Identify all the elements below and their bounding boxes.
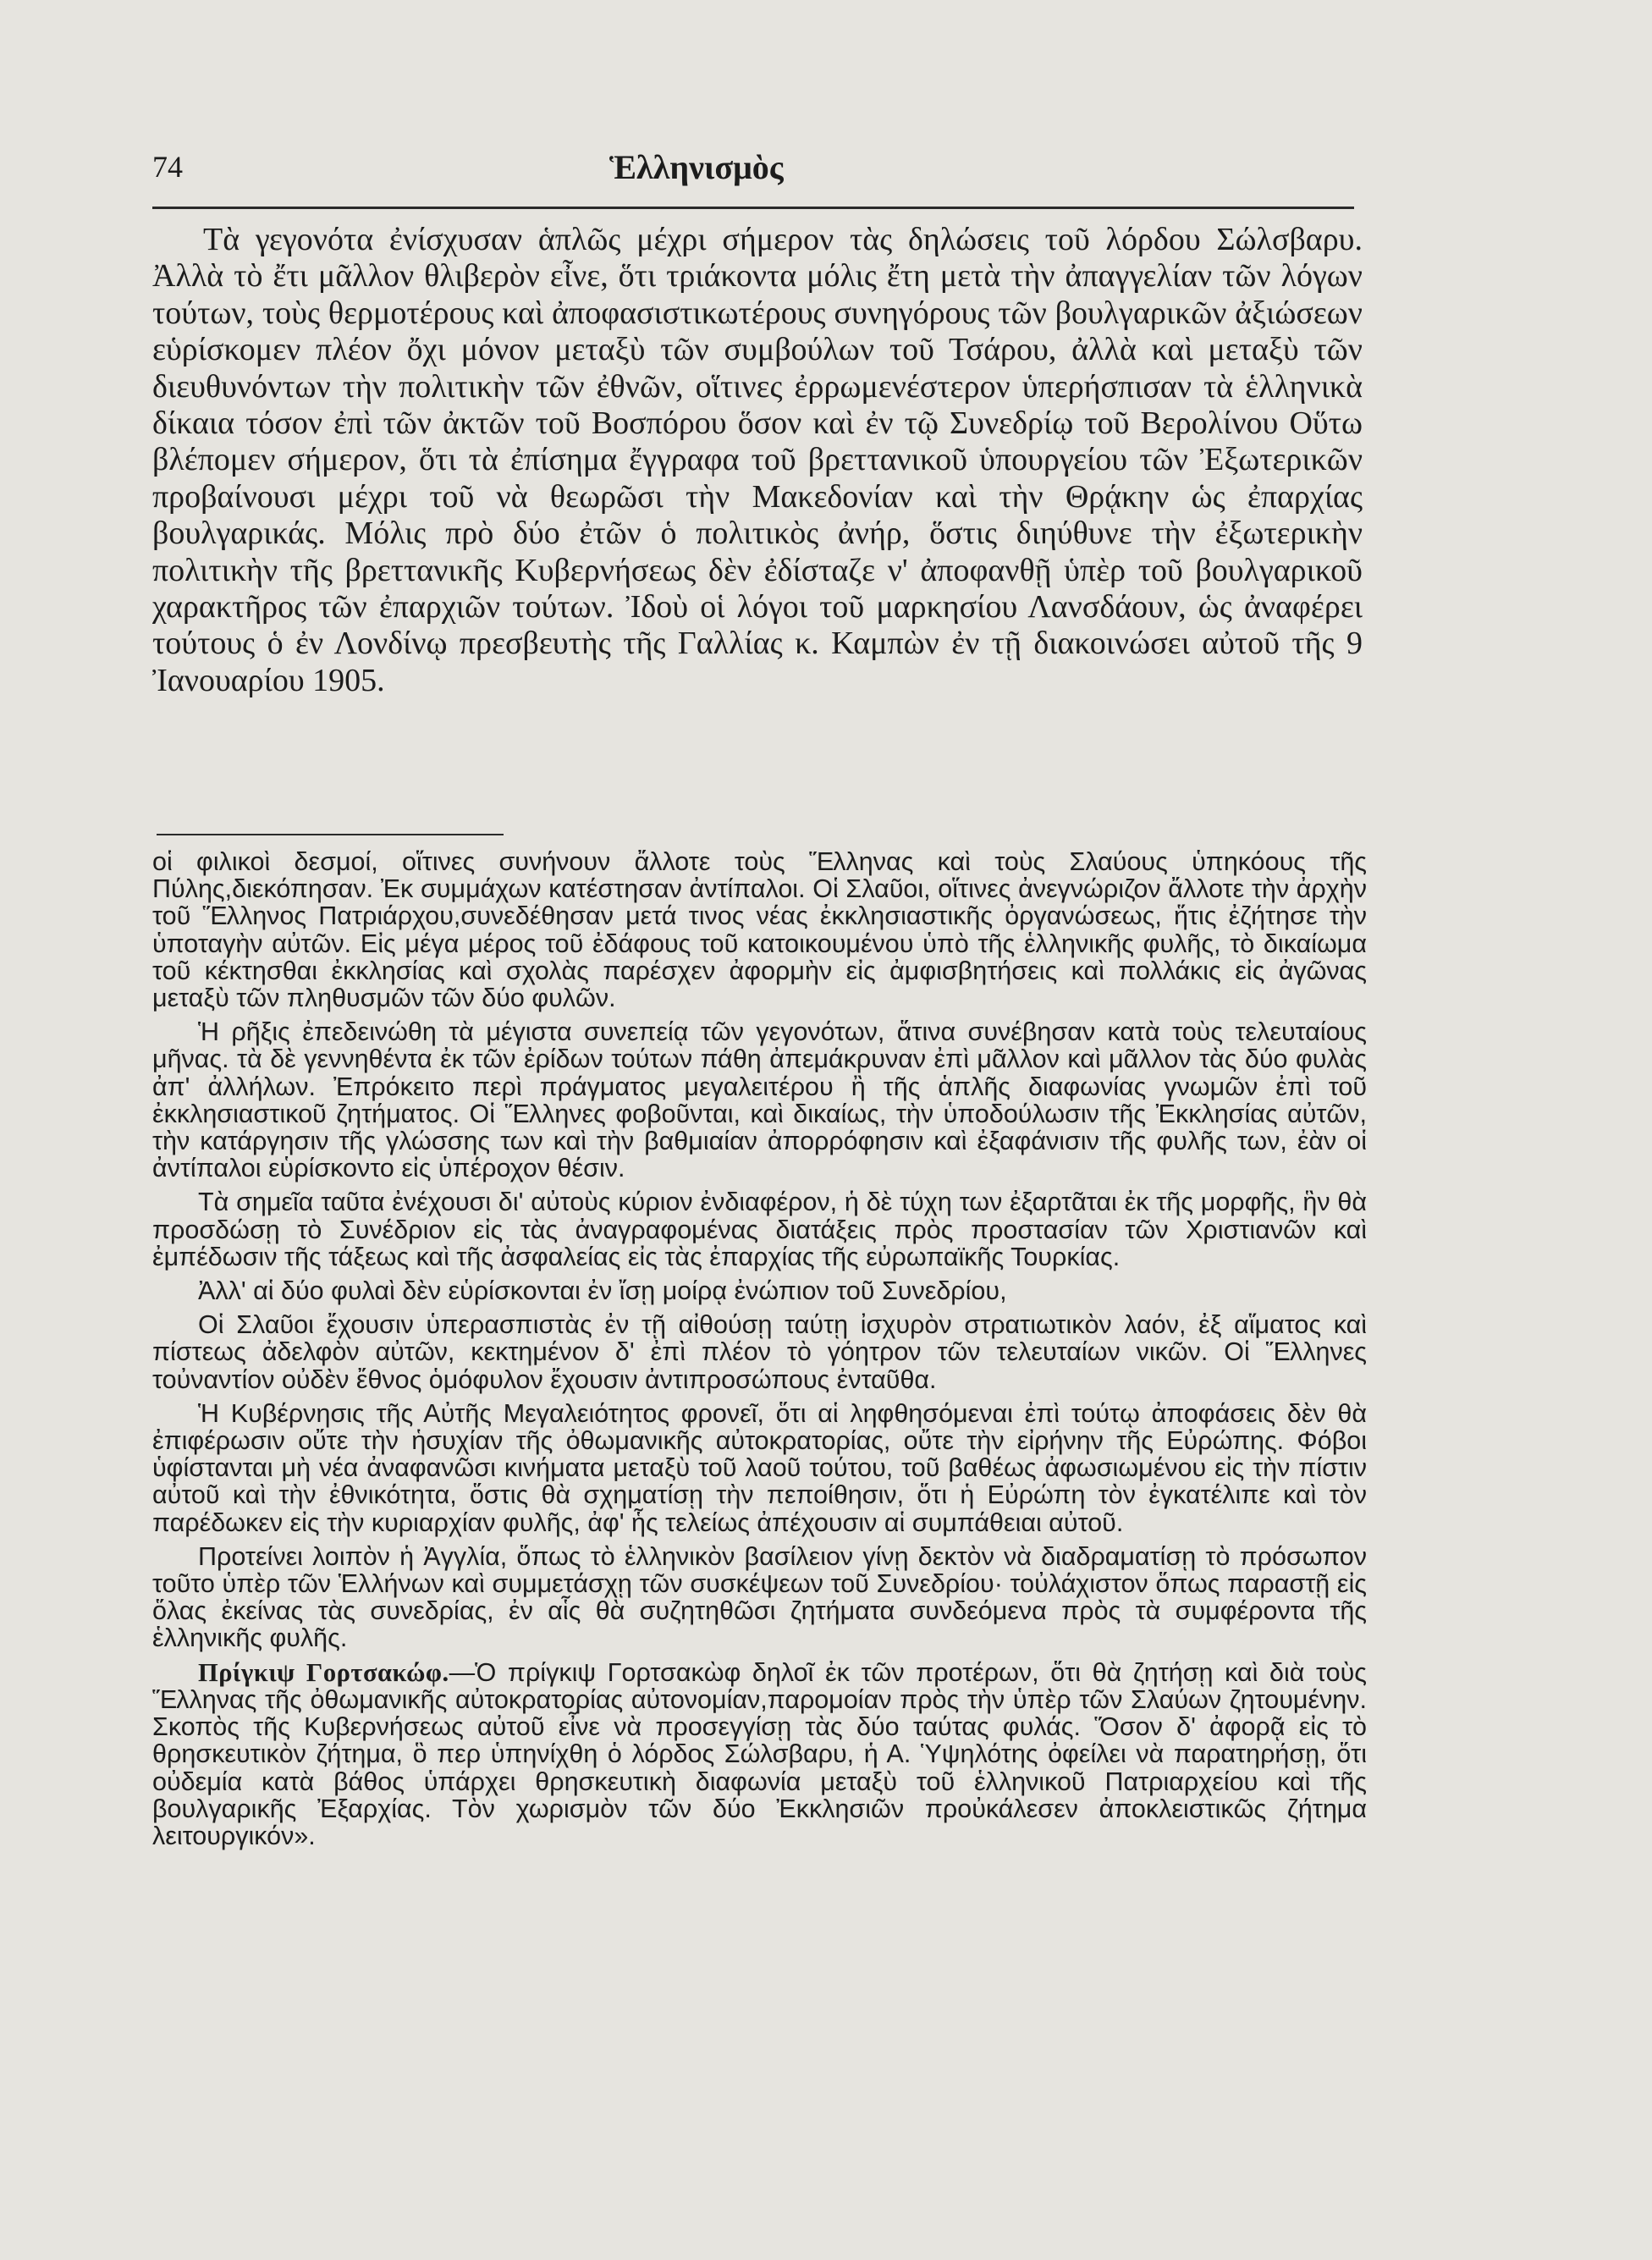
footnote-separator (157, 834, 504, 835)
page-header (152, 142, 1354, 193)
header-rule (152, 207, 1354, 209)
page-number: 74 (152, 150, 183, 184)
running-title: Ἑλληνισμὸς (609, 148, 784, 186)
footnote-paragraph-3: Τὰ σημεῖα ταῦτα ἐνέχουσι δι' αὐτοὺς κύριον ἐνδιαφέρον, ἡ δὲ τύχη των ἐξαρτᾶται ἐκ τῆς μορφῆς, ἣν θὰ προσδώσῃ τὸ Συνέδριον εἰς τὰς ἀναγραφομένας διατάξεις πρὸς προστασίαν τῶν Χριστιανῶν καὶ ἐμπέδωσιν τῆς τάξεως καὶ τῆς ἀσφαλείας εἰς τὰς ἐπαρχίας τῆς εὐρωπαϊκῆς Τουρκίας. (152, 1188, 1367, 1271)
footnote-paragraph-7: Προτείνει λοιπὸν ἡ Ἀγγλία, ὅπως τὸ ἑλληνικὸν βασίλειον γίνῃ δεκτὸν νὰ διαδραματίσῃ τὸ πρόσωπον τοῦτο ὑπὲρ τῶν Ἑλλήνων καὶ συμμετάσχῃ τῶν συσκέψεων τοῦ Συνεδρίου· τοὐλάχιστον ὅπως παραστῇ εἰς ὅλας ἐκείνας τὰς συνεδρίας, ἐν αἷς θὰ συζητηθῶσι ζητήματα συνδεόμενα πρὸς τὰ συμφέροντα τῆς ἑλληνικῆς φυλῆς. (152, 1541, 1367, 1653)
footnotes (152, 848, 1367, 1856)
speaker-name: Πρίγκιψ Γορτσακώφ. (198, 1657, 449, 1687)
footnote-paragraph-4: Ἀλλ' αἱ δύο φυλαὶ δὲν εὑρίσκονται ἐν ἴσῃ μοίρᾳ ἐνώπιον τοῦ Συνεδρίου, (198, 1276, 1007, 1306)
speaker-statement: —Ὁ πρίγκιψ Γορτσακὼφ δηλοῖ ἐκ τῶν προτέρων, ὅτι θὰ ζητήσῃ καὶ διὰ τοὺς Ἕλληνας τῆς ὀθωμανικῆς αὐτοκρατορίας αὐτονομίαν,παρομοίαν πρὸς τὴν ὑπὲρ τῶν Σλαύων ζητουμένην. Σκοπὸς τῆς Κυβερνήσεως αὐτοῦ εἶνε νὰ προσεγγίσῃ τὰς δύο ταύτας φυλάς. Ὅσον δ' ἀφορᾷ εἰς τὸ θρησκευτικὸν ζήτημα, ὃ περ ὑπηνίχθη ὁ λόρδος Σώλσβαρυ, ἡ Α. Ὑψηλότης ὀφείλει νὰ παρατηρήσῃ, ὅτι οὐδεμία κατὰ βάθος ὑπάρχει θρησκευτικὴ διαφωνία μεταξὺ τοῦ ἑλληνικοῦ Πατριαρχείου καὶ τῆς βουλγαρικῆς Ἐξαρχίας. Τὸν χωρισμὸν τῶν δύο Ἐκκλησιῶν προὐκάλεσεν ἀποκλειστικῶς ζήτημα λειτουργικόν». (152, 1657, 1367, 1850)
footnote-paragraph-1: οἱ φιλικοὶ δεσμοί, οἵτινες συνήνουν ἄλλοτε τοὺς Ἕλληνας καὶ τοὺς Σλαύους ὑπηκόους τῆς Πύλης,διεκόπησαν. Ἐκ συμμάχων κατέστησαν ἀντίπαλοι. Οἱ Σλαῦοι, οἵτινες ἀνεγνώριζον ἄλλοτε τὴν ἀρχὴν τοῦ Ἕλληνος Πατριάρχου,συνεδέθησαν μετά τινος νέας ἐκκλησιαστικῆς ὀργανώσεως, ἥτις ἐζήτησε τὴν ὑποταγὴν αὐτῶν. Εἰς μέγα μέρος τοῦ ἐδάφους τοῦ κατοικουμένου ὑπὸ τῆς ἑλληνικῆς φυλῆς, τὸ δικαίωμα τοῦ κέκτησθαι ἐκκλησίας καὶ σχολὰς παρέσχεν ἀφορμὴν εἰς ἀμφισβητήσεις καὶ πολλάκις εἰς ἀγῶνας μεταξὺ τῶν πληθυσμῶν τῶν δύο φυλῶν. (152, 847, 1367, 1013)
main-paragraph: Τὰ γεγονότα ἐνίσχυσαν ἁπλῶς μέχρι σήμερον τὰς δηλώσεις τοῦ λόρδου Σώλσβαρυ. Ἀλλὰ τὸ ἔτι μᾶλλον θλιβερὸν εἶνε, ὅτι τριάκοντα μόλις ἔτη μετὰ τὴν ἀπαγγελίαν τῶν λόγων τούτων, τοὺς θερμοτέρους καὶ ἀποφασιστικωτέρους συνηγόρους τῶν βουλγαρικῶν ἀξιώσεων εὑρίσκομεν πλέον ὄχι μόνον μεταξὺ τῶν συμβούλων τοῦ Τσάρου, ἀλλὰ καὶ μεταξὺ τῶν διευθυνόντων τὴν πολιτικὴν τῶν ἐθνῶν, οἵτινες ἐρρωμενέστερον ὑπερήσπισαν τὰ ἑλληνικὰ δίκαια τόσον ἐπὶ τῶν ἀκτῶν τοῦ Βοσπόρου ὅσον καὶ ἐν τῷ Συνεδρίῳ τοῦ Βερολίνου Οὕτω βλέπομεν σήμερον, ὅτι τὰ ἐπίσημα ἔγγραφα τοῦ βρεττανικοῦ ὑπουργείου τῶν Ἐξωτερικῶν προβαίνουσι μέχρι τοῦ νὰ θεωρῶσι τὴν Μακεδονίαν καὶ τὴν Θρᾴκην ὡς ἐπαρχίας βουλγαρικάς. Μόλις πρὸ δύο ἐτῶν ὁ πολιτικὸς ἀνήρ, ὅστις διηύθυνε τὴν ἐξωτερικὴν πολιτικὴν τῆς βρεττανικῆς Κυβερνήσεως δὲν ἐδίσταζε ν' ἀποφανθῇ ὑπὲρ τοῦ βουλγαρικοῦ χαρακτῆρος τῶν ἐπαρχιῶν τούτων. Ἰδοὺ οἱ λόγοι τοῦ μαρκησίου Λανσδάουν, ὡς ἀναφέρει τούτους ὁ ἐν Λονδίνῳ πρεσβευτὴς τῆς Γαλλίας κ. Καμπὼν ἐν τῇ διακοινώσει αὐτοῦ τῆς 9 Ἰανουαρίου 1905. (152, 222, 1363, 698)
footnote-paragraph-8 (152, 1659, 1367, 1849)
footnote-paragraph-2: Ἡ ρῆξις ἐπεδεινώθη τὰ μέγιστα συνεπείᾳ τῶν γεγονότων, ἅτινα συνέβησαν κατὰ τοὺς τελευταίους μῆνας. τὰ δὲ γεννηθέντα ἐκ τῶν ἐρίδων τούτων πάθη ἀπεμάκρυναν ἐπὶ μᾶλλον καὶ μᾶλλον τὰς δύο φυλὰς ἀπ' ἀλλήλων. Ἐπρόκειτο περὶ πράγματος μεγαλειτέρου ἢ τῆς ἁπλῆς διαφωνίας γνωμῶν ἐπὶ τοῦ ἐκκλησιαστικοῦ ζητήματος. Οἱ Ἕλληνες φοβοῦνται, καὶ δικαίως, τὴν ὑποδούλωσιν τῆς Ἐκκλησίας αὐτῶν, τὴν κατάργησιν τῆς γλώσσης των καὶ τὴν βαθμιαίαν ἀπορρόφησιν καὶ ἐξαφάνισιν τῆς φυλῆς των, ἐὰν οἱ ἀντίπαλοι εὑρίσκοντο εἰς ὑπέροχον θέσιν. (152, 1017, 1367, 1183)
footnote-paragraph-6: Ἡ Κυβέρνησις τῆς Αὐτῆς Μεγαλειότητος φρονεῖ, ὅτι αἱ ληφθησόμεναι ἐπὶ τούτῳ ἀποφάσεις δὲν θὰ ἐπιφέρωσιν οὔτε τὴν ἡσυχίαν τῆς ὀθωμανικῆς αὐτοκρατορίας, οὔτε τὴν εἰρήνην τῆς Εὐρώπης. Φόβοι ὑφίστανται μὴ νέα ἀναφανῶσι κινήματα μεταξὺ τοῦ λαοῦ τούτου, τοῦ βαθέως ἀφωσιωμένου εἰς τὴν πίστιν αὐτοῦ καὶ τὴν ἐθνικότητα, ὅστις θὰ σχηματίσῃ τὴν πεποίθησιν, ὅτι ἡ Εὐρώπη τὸν ἐγκατέλιπε καὶ τὸν παρέδωκεν εἰς τὴν κυριαρχίαν φυλῆς, ἀφ' ἧς τελείως ἀπέχουσιν αἱ συμπάθειαι αὐτοῦ. (152, 1398, 1367, 1537)
footnote-paragraph-5: Οἱ Σλαῦοι ἔχουσιν ὑπερασπιστὰς ἐν τῇ αἰθούσῃ ταύτῃ ἰσχυρὸν στρατιωτικὸν λαόν, ἐξ αἵματος καὶ πίστεως ἀδελφὸν αὐτῶν, κεκτημένον δ' ἐπὶ πλέον τὸ γόητρον τῶν τελευταίων νικῶν. Οἱ Ἕλληνες τοὐναντίον οὐδὲν ἔθνος ὁμόφυλον ἔχουσιν ἀντιπροσώπους ἐνταῦθα. (152, 1310, 1367, 1394)
